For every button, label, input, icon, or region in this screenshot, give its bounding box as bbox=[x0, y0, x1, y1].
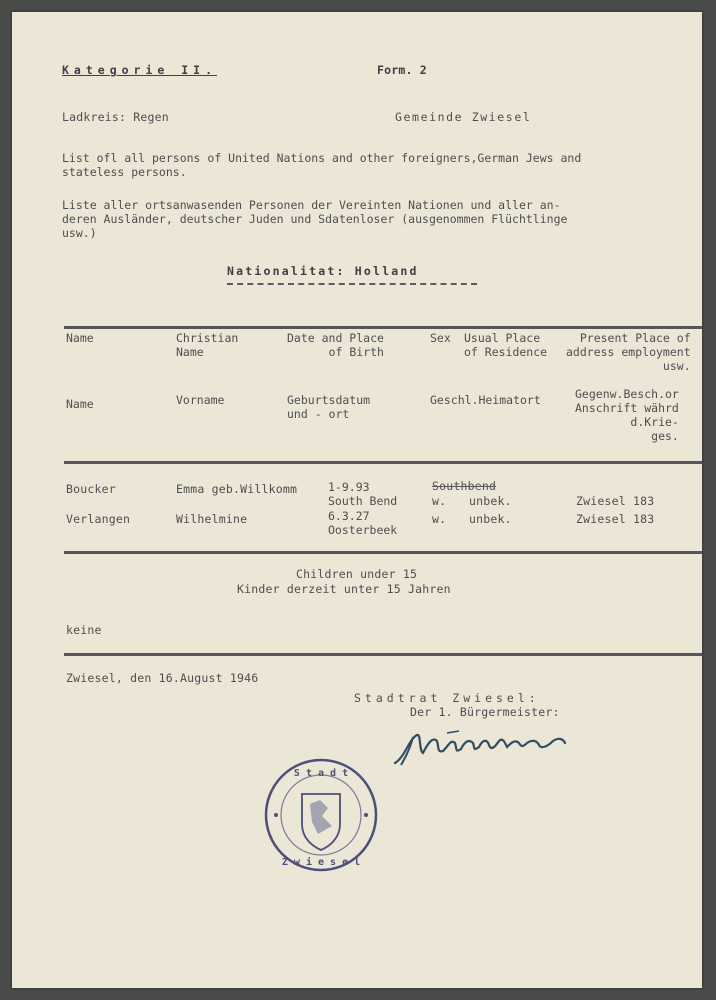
col-christian-en: Christian Name bbox=[176, 331, 239, 359]
col-christian-de: Vorname bbox=[176, 393, 225, 407]
footer-rule bbox=[64, 653, 702, 656]
row2-present: Zwiesel 183 bbox=[576, 512, 655, 526]
place-date: Zwiesel, den 16.August 1946 bbox=[66, 671, 259, 685]
children-value: keine bbox=[66, 623, 102, 637]
col-residence-en: Usual Place of Residence bbox=[464, 331, 548, 359]
row1-residence: unbek. bbox=[469, 494, 512, 508]
children-heading-en: Children under 15 bbox=[296, 567, 418, 581]
col-name-en: Name bbox=[66, 331, 94, 345]
row1-name: Boucker bbox=[66, 482, 116, 496]
row2-christian: Wilhelmine bbox=[176, 512, 248, 526]
col-present-en: Present Place of address employment usw. bbox=[566, 331, 691, 373]
nationality-heading: Nationalitat: Holland bbox=[227, 264, 419, 278]
official-seal-stamp bbox=[262, 756, 380, 874]
col-name-de: Name bbox=[66, 397, 94, 411]
document-page bbox=[12, 12, 702, 988]
row2-sex: w. bbox=[432, 512, 447, 526]
signatory-title: Stadtrat Zwiesel: bbox=[354, 691, 540, 705]
form-number: Form. 2 bbox=[377, 63, 427, 77]
svg-text:Z w i e s e l: Z w i e s e l bbox=[281, 857, 361, 868]
category-heading: Kategorie II. bbox=[62, 63, 218, 77]
row1-struck-text: Southbend bbox=[432, 479, 497, 493]
table-bottom-rule bbox=[64, 551, 702, 554]
col-birth-de: Geburtsdatum und - ort bbox=[287, 393, 371, 421]
row1-birth: 1-9.93 South Bend bbox=[328, 480, 398, 508]
intro-german: Liste aller ortsanwasenden Personen der Vereinten Nationen und aller an- deren Ausländer, deutscher Juden und Sdatenloser (ausgenommen Flüchtlinge usw.) bbox=[62, 198, 568, 240]
row2-birth: 6.3.27 Oosterbeek bbox=[328, 509, 398, 537]
table-header-rule bbox=[64, 461, 702, 464]
row1-present: Zwiesel 183 bbox=[576, 494, 655, 508]
intro-english: List ofl all persons of United Nations and other foreigners,German Jews and stateless persons. bbox=[62, 151, 582, 179]
row2-residence: unbek. bbox=[469, 512, 512, 526]
col-present-de: Gegenw.Besch.or Anschrift währd d.Krie- ges. bbox=[575, 387, 679, 443]
svg-text:S t a d t: S t a d t bbox=[293, 768, 349, 779]
row2-name: Verlangen bbox=[66, 512, 131, 526]
row1-christian: Emma geb.Willkomm bbox=[176, 482, 298, 496]
col-sex-residence-de: Geschl.Heimatort bbox=[430, 393, 541, 407]
signatory-role: Der 1. Bürgermeister: bbox=[410, 705, 560, 719]
row1-sex: w. bbox=[432, 494, 447, 508]
col-sex-en: Sex bbox=[430, 331, 451, 345]
district-label: Ladkreis: Regen bbox=[62, 110, 169, 124]
signature-image bbox=[387, 717, 587, 777]
table-top-rule bbox=[64, 326, 702, 329]
col-birth-en: Date and Place of Birth bbox=[287, 331, 384, 359]
municipality-label: Gemeinde Zwiesel bbox=[395, 110, 532, 124]
nationality-underline bbox=[227, 283, 477, 285]
children-heading-de: Kinder derzeit unter 15 Jahren bbox=[237, 582, 451, 596]
